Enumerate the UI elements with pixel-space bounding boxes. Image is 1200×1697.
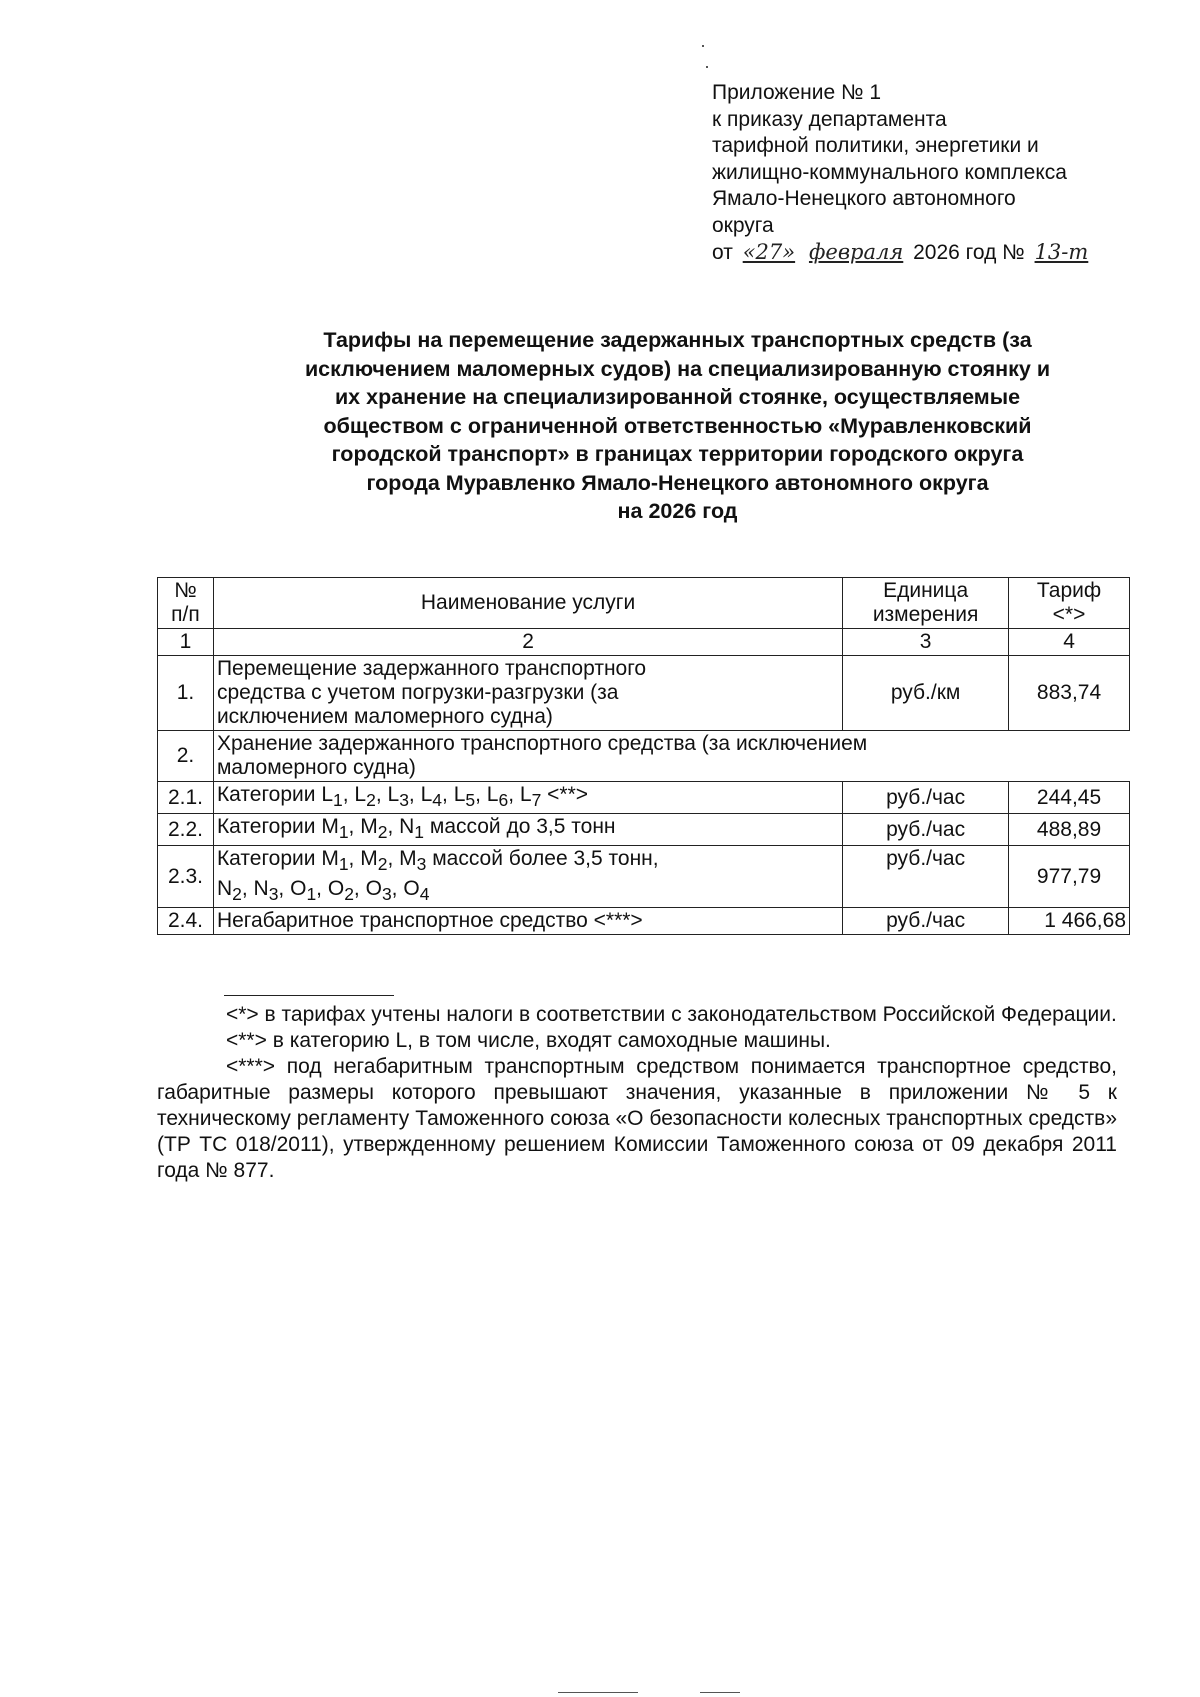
row-name-line: Категории $M_1$, $M_2$, $M_3$ массой более 3,5 тонн, bbox=[216, 847, 659, 875]
category-suffix: массой более 3,5 тонн, bbox=[432, 847, 659, 871]
table-header-row bbox=[158, 578, 1130, 629]
table-row bbox=[158, 907, 1130, 934]
header-num bbox=[158, 578, 214, 629]
footnote: <*> в тарифах учтены налоги в соответствии с законодательством Российской Федерации. bbox=[226, 1003, 1117, 1026]
appendix-line: жилищно-коммунального комплекса bbox=[712, 160, 1067, 184]
row-unit: руб./час bbox=[843, 907, 1009, 934]
title-line: исключением маломерных судов) на специализированную стоянку и bbox=[304, 356, 1051, 381]
row-name bbox=[213, 656, 842, 731]
header-unit-line: Единица bbox=[883, 579, 969, 602]
category-suffix: массой до 3,5 тонн bbox=[429, 815, 616, 839]
title-line: Тарифы на перемещение задержанных транспортных средств (за bbox=[323, 328, 1032, 352]
category-letter: L bbox=[354, 783, 367, 806]
row-name: Категории $M_1$, $M_2$, $N_1$ массой до 3,5 тонн bbox=[213, 814, 842, 846]
title-line: их хранение на специализированной стоянке, осуществляемые bbox=[334, 385, 1021, 409]
category-sub: 4 bbox=[419, 883, 430, 904]
date-prefix: от bbox=[712, 241, 733, 264]
footnote: <**> в категорию L, в том числе, входят самоходные машины. bbox=[226, 1029, 831, 1052]
row-num: 2.3. bbox=[158, 846, 214, 907]
row-name-line: средства с учетом погрузки-разгрузки (за bbox=[216, 681, 619, 704]
row-num: 1. bbox=[158, 656, 214, 731]
category-letter: L bbox=[321, 783, 333, 806]
category-letter: M bbox=[321, 847, 339, 871]
handwritten-month: февраля bbox=[808, 240, 904, 264]
row-num: 2.2. bbox=[158, 814, 214, 846]
category-sub: 3 bbox=[416, 854, 427, 875]
category-sub: 2 bbox=[377, 822, 388, 843]
row-name: Негабаритное транспортное средство <***> bbox=[213, 907, 842, 934]
header-tariff bbox=[1009, 578, 1130, 629]
footnote: <***> под негабаритным транспортным средством понимается транспортное средство, габаритные размеры которого превышают значения, указанные в приложении № 5 к техническому регламенту Таможенного союза «О безопасности колесных транспортных средств» (ТР ТС 018/2011), утвержденному решением Комиссии Таможенного союза от 09 декабря 2011 года № 877. bbox=[157, 1055, 1117, 1182]
appendix-header bbox=[712, 80, 1092, 267]
row-name-line: маломерного судна) bbox=[216, 756, 416, 779]
appendix-line: к приказу департамента bbox=[712, 107, 947, 131]
row-tariff: 244,45 bbox=[1009, 782, 1130, 814]
row-tariff: 488,89 bbox=[1009, 814, 1130, 846]
header-unit-line: измерения bbox=[872, 603, 979, 626]
row-name bbox=[213, 731, 1129, 782]
category-sub: 1 bbox=[333, 790, 343, 811]
scan-speck bbox=[702, 45, 704, 47]
row-tariff: 977,79 bbox=[1009, 846, 1130, 907]
row-name: Категории $L_1$, $L_2$, $L_3$, $L_4$, $L_5$, $L_6$, $L_7$ <**> bbox=[213, 782, 842, 814]
row-unit: руб./час bbox=[843, 782, 1009, 814]
category-sub: 3 bbox=[381, 883, 392, 904]
order-date-line bbox=[712, 239, 1092, 267]
category-sub: 1 bbox=[414, 822, 425, 843]
row-unit: руб./км bbox=[843, 656, 1009, 731]
category-sub: 1 bbox=[338, 854, 349, 875]
header-tariff-line: Тариф bbox=[1036, 579, 1102, 602]
category-letter: O bbox=[365, 876, 382, 900]
row-name-line: Хранение задержанного транспортного средства (за исключением bbox=[216, 732, 868, 755]
date-year: 2026 год № bbox=[913, 241, 1025, 264]
category-letter: M bbox=[399, 847, 417, 871]
column-number-row bbox=[158, 629, 1130, 656]
category-sub: 1 bbox=[338, 822, 349, 843]
category-sub: 6 bbox=[498, 790, 509, 811]
category-sub: 4 bbox=[432, 790, 443, 811]
row-tariff: 1 466,68 bbox=[1009, 907, 1130, 934]
appendix-line: округа bbox=[712, 213, 774, 237]
header-num-line: п/п bbox=[171, 603, 200, 626]
row-unit: руб./час bbox=[843, 846, 1009, 907]
category-letter: L bbox=[387, 783, 400, 806]
header-tariff-line: <*> bbox=[1052, 603, 1086, 626]
table-row bbox=[158, 782, 1130, 814]
category-prefix: Категории bbox=[216, 847, 316, 871]
table-row bbox=[158, 731, 1130, 782]
title-line: на 2026 год bbox=[617, 499, 738, 523]
category-sub: 1 bbox=[306, 883, 317, 904]
column-number: 4 bbox=[1009, 629, 1130, 656]
category-sub: 2 bbox=[232, 883, 242, 904]
scan-speck bbox=[558, 1692, 638, 1693]
row-num: 2. bbox=[158, 731, 214, 782]
table-row bbox=[158, 814, 1130, 846]
category-letter: N bbox=[216, 876, 233, 900]
category-letter: L bbox=[420, 783, 433, 806]
row-name-line: исключением маломерного судна) bbox=[216, 705, 553, 728]
category-letter: O bbox=[327, 876, 345, 900]
handwritten-day: «27» bbox=[742, 240, 796, 264]
row-name-line: $N_2$, $N_3$, $O_1$, $O_2$, $O_3$, $O_4$ bbox=[216, 876, 430, 904]
category-letter: L bbox=[453, 783, 466, 806]
row-name bbox=[213, 846, 842, 907]
footnotes bbox=[157, 1002, 1117, 1184]
category-sub: 7 bbox=[531, 790, 542, 811]
row-name-line: Перемещение задержанного транспортного bbox=[216, 657, 647, 680]
header-unit bbox=[843, 578, 1009, 629]
tariffs-table bbox=[157, 577, 1130, 935]
category-sub: 2 bbox=[366, 790, 376, 811]
category-sub: 2 bbox=[377, 854, 388, 875]
category-prefix: Категории bbox=[216, 815, 316, 839]
category-letter: O bbox=[290, 876, 307, 900]
header-name: Наименование услуги bbox=[213, 578, 842, 629]
table-row bbox=[158, 656, 1130, 731]
column-number: 2 bbox=[213, 629, 842, 656]
scan-speck bbox=[700, 1692, 740, 1693]
category-letter: M bbox=[321, 815, 339, 839]
appendix-line: тарифной политики, энергетики и bbox=[712, 134, 1039, 157]
scan-speck bbox=[706, 66, 708, 68]
row-unit: руб./час bbox=[843, 814, 1009, 846]
category-suffix: <**> bbox=[547, 783, 589, 806]
category-sub: 5 bbox=[465, 790, 476, 811]
column-number: 1 bbox=[158, 629, 214, 656]
header-num-line: № bbox=[174, 579, 197, 602]
category-letter: M bbox=[360, 815, 378, 839]
column-number: 3 bbox=[843, 629, 1009, 656]
title-line: городской транспорт» в границах территории городского округа bbox=[331, 442, 1024, 466]
category-letter: L bbox=[519, 783, 532, 806]
row-num: 2.4. bbox=[158, 907, 214, 934]
category-sub: 3 bbox=[399, 790, 409, 811]
document-title bbox=[215, 326, 1140, 526]
category-sub: 3 bbox=[268, 883, 279, 904]
category-sub: 2 bbox=[344, 883, 354, 904]
category-prefix: Категории bbox=[216, 783, 316, 806]
title-line: обществом с ограниченной ответственностью «Муравленковский bbox=[323, 413, 1032, 438]
category-letter: N bbox=[253, 876, 269, 900]
footnote-separator bbox=[224, 995, 394, 996]
category-letter: N bbox=[399, 815, 415, 839]
appendix-line: Приложение № 1 bbox=[712, 81, 882, 104]
handwritten-doc-number: 13-т bbox=[1034, 240, 1089, 264]
appendix-line: Ямало-Ненецкого автономного bbox=[712, 187, 1016, 210]
row-tariff: 883,74 bbox=[1009, 656, 1130, 731]
category-letter: L bbox=[486, 783, 499, 806]
title-line: города Муравленко Ямало-Ненецкого автономного округа bbox=[366, 470, 989, 495]
category-letter: M bbox=[360, 847, 378, 871]
table-row bbox=[158, 846, 1130, 907]
category-letter: O bbox=[403, 876, 420, 900]
row-num: 2.1. bbox=[158, 782, 214, 814]
